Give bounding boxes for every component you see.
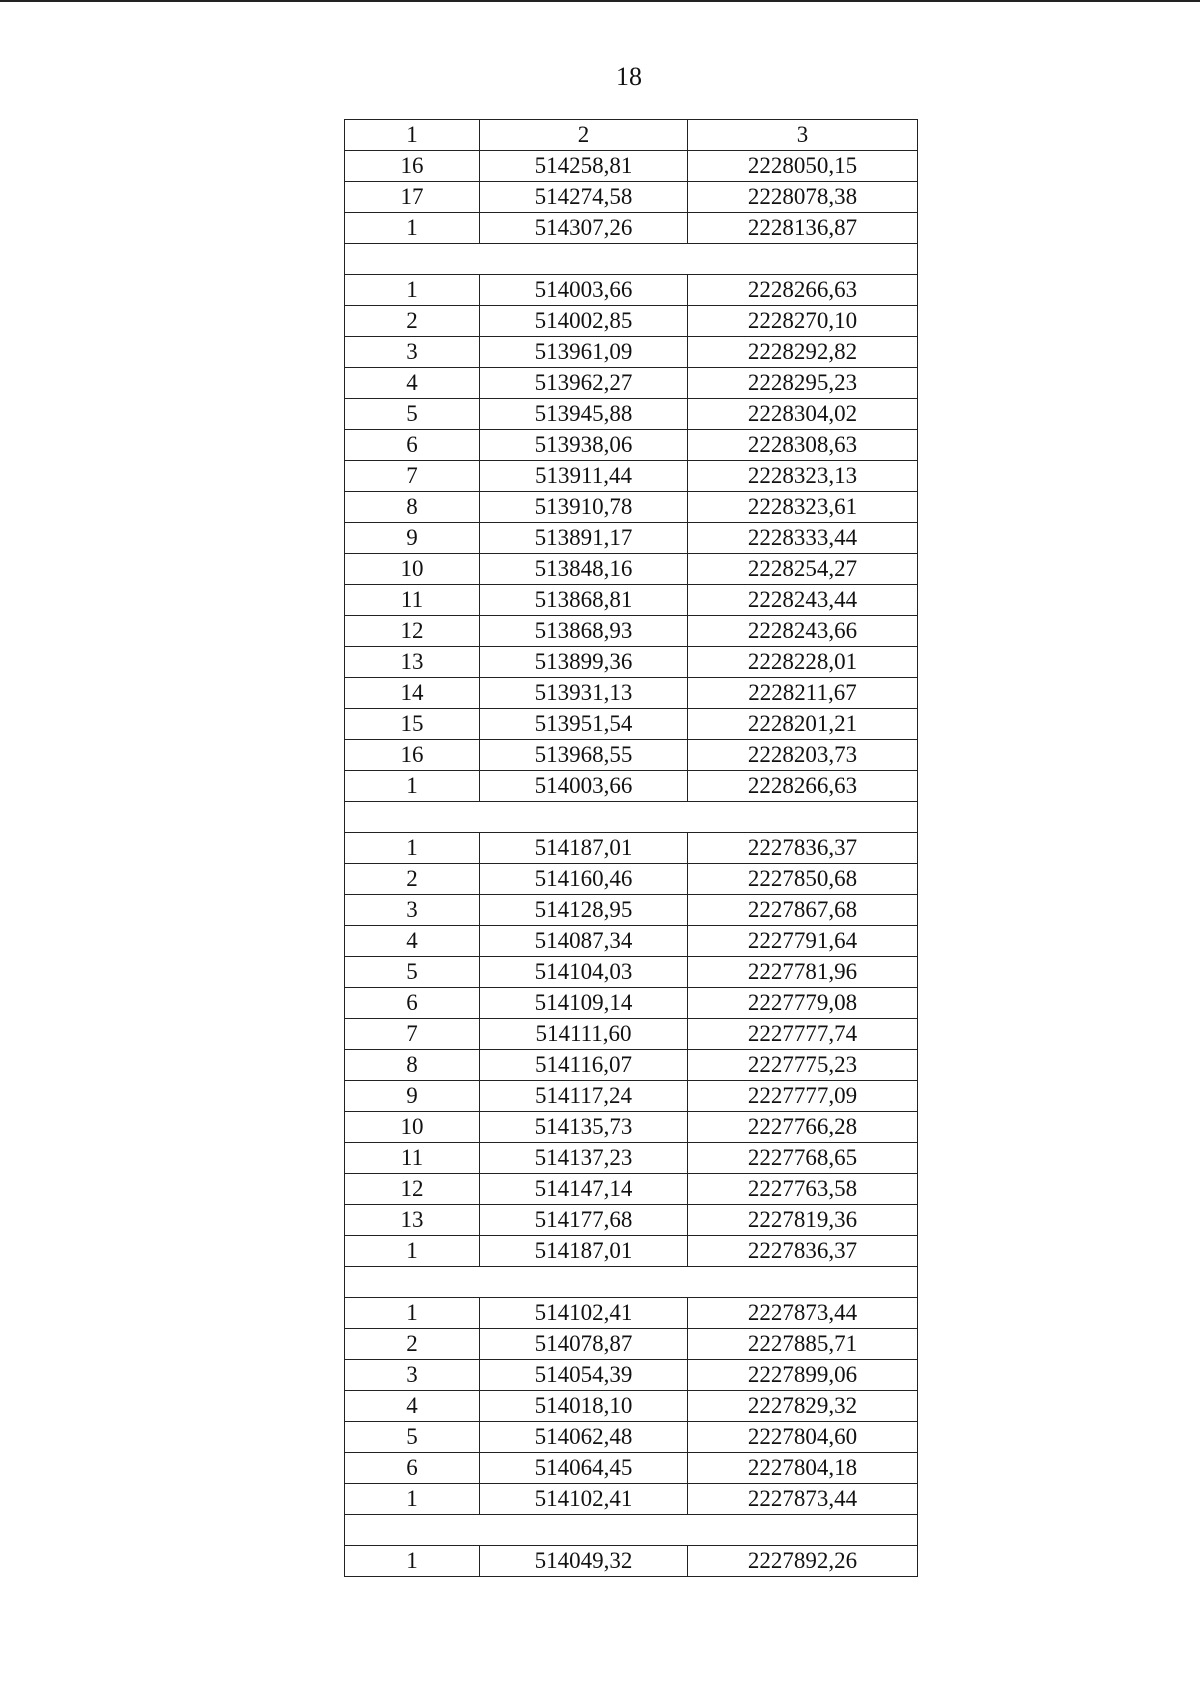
cell-y-coordinate: 2228304,02 [688, 399, 918, 430]
cell-y-coordinate: 2228254,27 [688, 554, 918, 585]
table-row [345, 926, 918, 957]
cell-y-coordinate: 2227791,64 [688, 926, 918, 957]
table-row [345, 1174, 918, 1205]
cell-y-coordinate: 2228295,23 [688, 368, 918, 399]
cell-y-coordinate: 2227899,06 [688, 1360, 918, 1391]
table-row [345, 1422, 918, 1453]
cell-x-coordinate: 514187,01 [480, 833, 688, 864]
table-row [345, 833, 918, 864]
table-row [345, 585, 918, 616]
cell-x-coordinate: 513961,09 [480, 337, 688, 368]
separator-cell [345, 1267, 918, 1298]
cell-point-number: 8 [345, 1050, 480, 1081]
cell-x-coordinate: 514128,95 [480, 895, 688, 926]
cell-y-coordinate: 2227850,68 [688, 864, 918, 895]
cell-point-number: 1 [345, 833, 480, 864]
cell-point-number: 13 [345, 1205, 480, 1236]
cell-point-number: 10 [345, 554, 480, 585]
cell-x-coordinate: 514104,03 [480, 957, 688, 988]
cell-point-number: 7 [345, 1019, 480, 1050]
cell-point-number: 5 [345, 1422, 480, 1453]
cell-point-number: 4 [345, 1391, 480, 1422]
cell-x-coordinate: 514160,46 [480, 864, 688, 895]
cell-point-number: 1 [345, 275, 480, 306]
cell-y-coordinate: 2228292,82 [688, 337, 918, 368]
coordinates-table [344, 119, 918, 1577]
cell-point-number: 16 [345, 740, 480, 771]
cell-x-coordinate: 513868,93 [480, 616, 688, 647]
cell-point-number: 6 [345, 430, 480, 461]
separator-cell [345, 244, 918, 275]
table-body [345, 151, 918, 1577]
cell-point-number: 7 [345, 461, 480, 492]
table-row [345, 1205, 918, 1236]
cell-x-coordinate: 514102,41 [480, 1484, 688, 1515]
cell-point-number: 11 [345, 1143, 480, 1174]
cell-point-number: 15 [345, 709, 480, 740]
cell-point-number: 1 [345, 1298, 480, 1329]
cell-x-coordinate: 513938,06 [480, 430, 688, 461]
cell-point-number: 9 [345, 523, 480, 554]
table-row [345, 492, 918, 523]
cell-y-coordinate: 2227804,18 [688, 1453, 918, 1484]
cell-x-coordinate: 514111,60 [480, 1019, 688, 1050]
cell-point-number: 9 [345, 1081, 480, 1112]
cell-y-coordinate: 2228078,38 [688, 182, 918, 213]
table-row [345, 1546, 918, 1577]
cell-point-number: 2 [345, 1329, 480, 1360]
cell-y-coordinate: 2228136,87 [688, 213, 918, 244]
cell-x-coordinate: 513910,78 [480, 492, 688, 523]
cell-x-coordinate: 514064,45 [480, 1453, 688, 1484]
cell-y-coordinate: 2227892,26 [688, 1546, 918, 1577]
cell-x-coordinate: 514018,10 [480, 1391, 688, 1422]
cell-x-coordinate: 514049,32 [480, 1546, 688, 1577]
cell-point-number: 5 [345, 399, 480, 430]
cell-point-number: 2 [345, 306, 480, 337]
cell-y-coordinate: 2228270,10 [688, 306, 918, 337]
cell-x-coordinate: 513891,17 [480, 523, 688, 554]
section-separator-row [345, 802, 918, 833]
cell-y-coordinate: 2228211,67 [688, 678, 918, 709]
cell-x-coordinate: 513868,81 [480, 585, 688, 616]
cell-x-coordinate: 513962,27 [480, 368, 688, 399]
separator-cell [345, 1515, 918, 1546]
cell-y-coordinate: 2228333,44 [688, 523, 918, 554]
table-row [345, 709, 918, 740]
cell-y-coordinate: 2227768,65 [688, 1143, 918, 1174]
cell-point-number: 3 [345, 337, 480, 368]
cell-y-coordinate: 2227777,09 [688, 1081, 918, 1112]
table-row [345, 1081, 918, 1112]
cell-x-coordinate: 513911,44 [480, 461, 688, 492]
table-row [345, 1453, 918, 1484]
cell-x-coordinate: 514062,48 [480, 1422, 688, 1453]
cell-point-number: 4 [345, 368, 480, 399]
cell-x-coordinate: 514187,01 [480, 1236, 688, 1267]
cell-y-coordinate: 2228266,63 [688, 275, 918, 306]
cell-point-number: 5 [345, 957, 480, 988]
cell-x-coordinate: 514117,24 [480, 1081, 688, 1112]
cell-y-coordinate: 2227829,32 [688, 1391, 918, 1422]
cell-y-coordinate: 2227779,08 [688, 988, 918, 1019]
cell-y-coordinate: 2228308,63 [688, 430, 918, 461]
cell-x-coordinate: 513968,55 [480, 740, 688, 771]
cell-y-coordinate: 2228323,13 [688, 461, 918, 492]
cell-point-number: 1 [345, 771, 480, 802]
cell-point-number: 3 [345, 1360, 480, 1391]
cell-x-coordinate: 514147,14 [480, 1174, 688, 1205]
cell-y-coordinate: 2227836,37 [688, 833, 918, 864]
cell-y-coordinate: 2228050,15 [688, 151, 918, 182]
table-row [345, 151, 918, 182]
top-border-line [0, 0, 1200, 2]
header-row [345, 120, 918, 151]
table-row [345, 275, 918, 306]
cell-y-coordinate: 2227763,58 [688, 1174, 918, 1205]
cell-point-number: 2 [345, 864, 480, 895]
cell-y-coordinate: 2227775,23 [688, 1050, 918, 1081]
table-row [345, 895, 918, 926]
cell-x-coordinate: 514002,85 [480, 306, 688, 337]
table-row [345, 1391, 918, 1422]
table-row [345, 554, 918, 585]
cell-point-number: 1 [345, 1484, 480, 1515]
cell-point-number: 12 [345, 1174, 480, 1205]
table-row [345, 1360, 918, 1391]
cell-point-number: 6 [345, 988, 480, 1019]
header-cell-point-number: 1 [345, 120, 480, 151]
cell-point-number: 14 [345, 678, 480, 709]
cell-point-number: 1 [345, 213, 480, 244]
cell-point-number: 4 [345, 926, 480, 957]
cell-y-coordinate: 2228201,21 [688, 709, 918, 740]
table-row [345, 368, 918, 399]
cell-point-number: 1 [345, 1236, 480, 1267]
cell-y-coordinate: 2228243,66 [688, 616, 918, 647]
table-row [345, 1143, 918, 1174]
table-row [345, 678, 918, 709]
table-row [345, 399, 918, 430]
cell-y-coordinate: 2227777,74 [688, 1019, 918, 1050]
table-row [345, 306, 918, 337]
section-separator-row [345, 1267, 918, 1298]
cell-x-coordinate: 514109,14 [480, 988, 688, 1019]
table-row [345, 647, 918, 678]
table-header [345, 120, 918, 151]
cell-y-coordinate: 2227885,71 [688, 1329, 918, 1360]
section-separator-row [345, 244, 918, 275]
cell-y-coordinate: 2228203,73 [688, 740, 918, 771]
cell-point-number: 6 [345, 1453, 480, 1484]
cell-x-coordinate: 514003,66 [480, 771, 688, 802]
table-row [345, 616, 918, 647]
table-row [345, 988, 918, 1019]
cell-point-number: 10 [345, 1112, 480, 1143]
section-separator-row [345, 1515, 918, 1546]
page-number: 18 [616, 62, 642, 91]
cell-x-coordinate: 514102,41 [480, 1298, 688, 1329]
cell-point-number: 16 [345, 151, 480, 182]
cell-point-number: 11 [345, 585, 480, 616]
table-row [345, 1112, 918, 1143]
table-row [345, 740, 918, 771]
cell-x-coordinate: 514258,81 [480, 151, 688, 182]
table-row [345, 864, 918, 895]
table-row [345, 1236, 918, 1267]
cell-x-coordinate: 514307,26 [480, 213, 688, 244]
cell-y-coordinate: 2227873,44 [688, 1298, 918, 1329]
cell-y-coordinate: 2227873,44 [688, 1484, 918, 1515]
header-cell-y: 3 [688, 120, 918, 151]
cell-x-coordinate: 513945,88 [480, 399, 688, 430]
table-row [345, 1484, 918, 1515]
cell-y-coordinate: 2227781,96 [688, 957, 918, 988]
cell-x-coordinate: 514116,07 [480, 1050, 688, 1081]
cell-x-coordinate: 514137,23 [480, 1143, 688, 1174]
cell-y-coordinate: 2227766,28 [688, 1112, 918, 1143]
cell-x-coordinate: 514135,73 [480, 1112, 688, 1143]
table-row [345, 213, 918, 244]
cell-y-coordinate: 2228243,44 [688, 585, 918, 616]
table-row [345, 957, 918, 988]
table-row [345, 1019, 918, 1050]
cell-point-number: 13 [345, 647, 480, 678]
cell-x-coordinate: 513899,36 [480, 647, 688, 678]
cell-y-coordinate: 2228323,61 [688, 492, 918, 523]
cell-x-coordinate: 513848,16 [480, 554, 688, 585]
cell-x-coordinate: 514054,39 [480, 1360, 688, 1391]
table-row [345, 523, 918, 554]
cell-point-number: 1 [345, 1546, 480, 1577]
cell-x-coordinate: 514003,66 [480, 275, 688, 306]
table-row [345, 182, 918, 213]
table-row [345, 1050, 918, 1081]
table-row [345, 1329, 918, 1360]
cell-point-number: 8 [345, 492, 480, 523]
cell-x-coordinate: 514078,87 [480, 1329, 688, 1360]
cell-x-coordinate: 514274,58 [480, 182, 688, 213]
header-cell-x: 2 [480, 120, 688, 151]
table-row [345, 1298, 918, 1329]
table-row [345, 337, 918, 368]
cell-x-coordinate: 514087,34 [480, 926, 688, 957]
cell-y-coordinate: 2227819,36 [688, 1205, 918, 1236]
table-row [345, 461, 918, 492]
table-row [345, 771, 918, 802]
separator-cell [345, 802, 918, 833]
cell-point-number: 12 [345, 616, 480, 647]
cell-x-coordinate: 514177,68 [480, 1205, 688, 1236]
cell-y-coordinate: 2227804,60 [688, 1422, 918, 1453]
cell-x-coordinate: 513931,13 [480, 678, 688, 709]
cell-x-coordinate: 513951,54 [480, 709, 688, 740]
cell-y-coordinate: 2227836,37 [688, 1236, 918, 1267]
cell-y-coordinate: 2228266,63 [688, 771, 918, 802]
table-row [345, 430, 918, 461]
cell-y-coordinate: 2227867,68 [688, 895, 918, 926]
cell-point-number: 17 [345, 182, 480, 213]
cell-point-number: 3 [345, 895, 480, 926]
cell-y-coordinate: 2228228,01 [688, 647, 918, 678]
